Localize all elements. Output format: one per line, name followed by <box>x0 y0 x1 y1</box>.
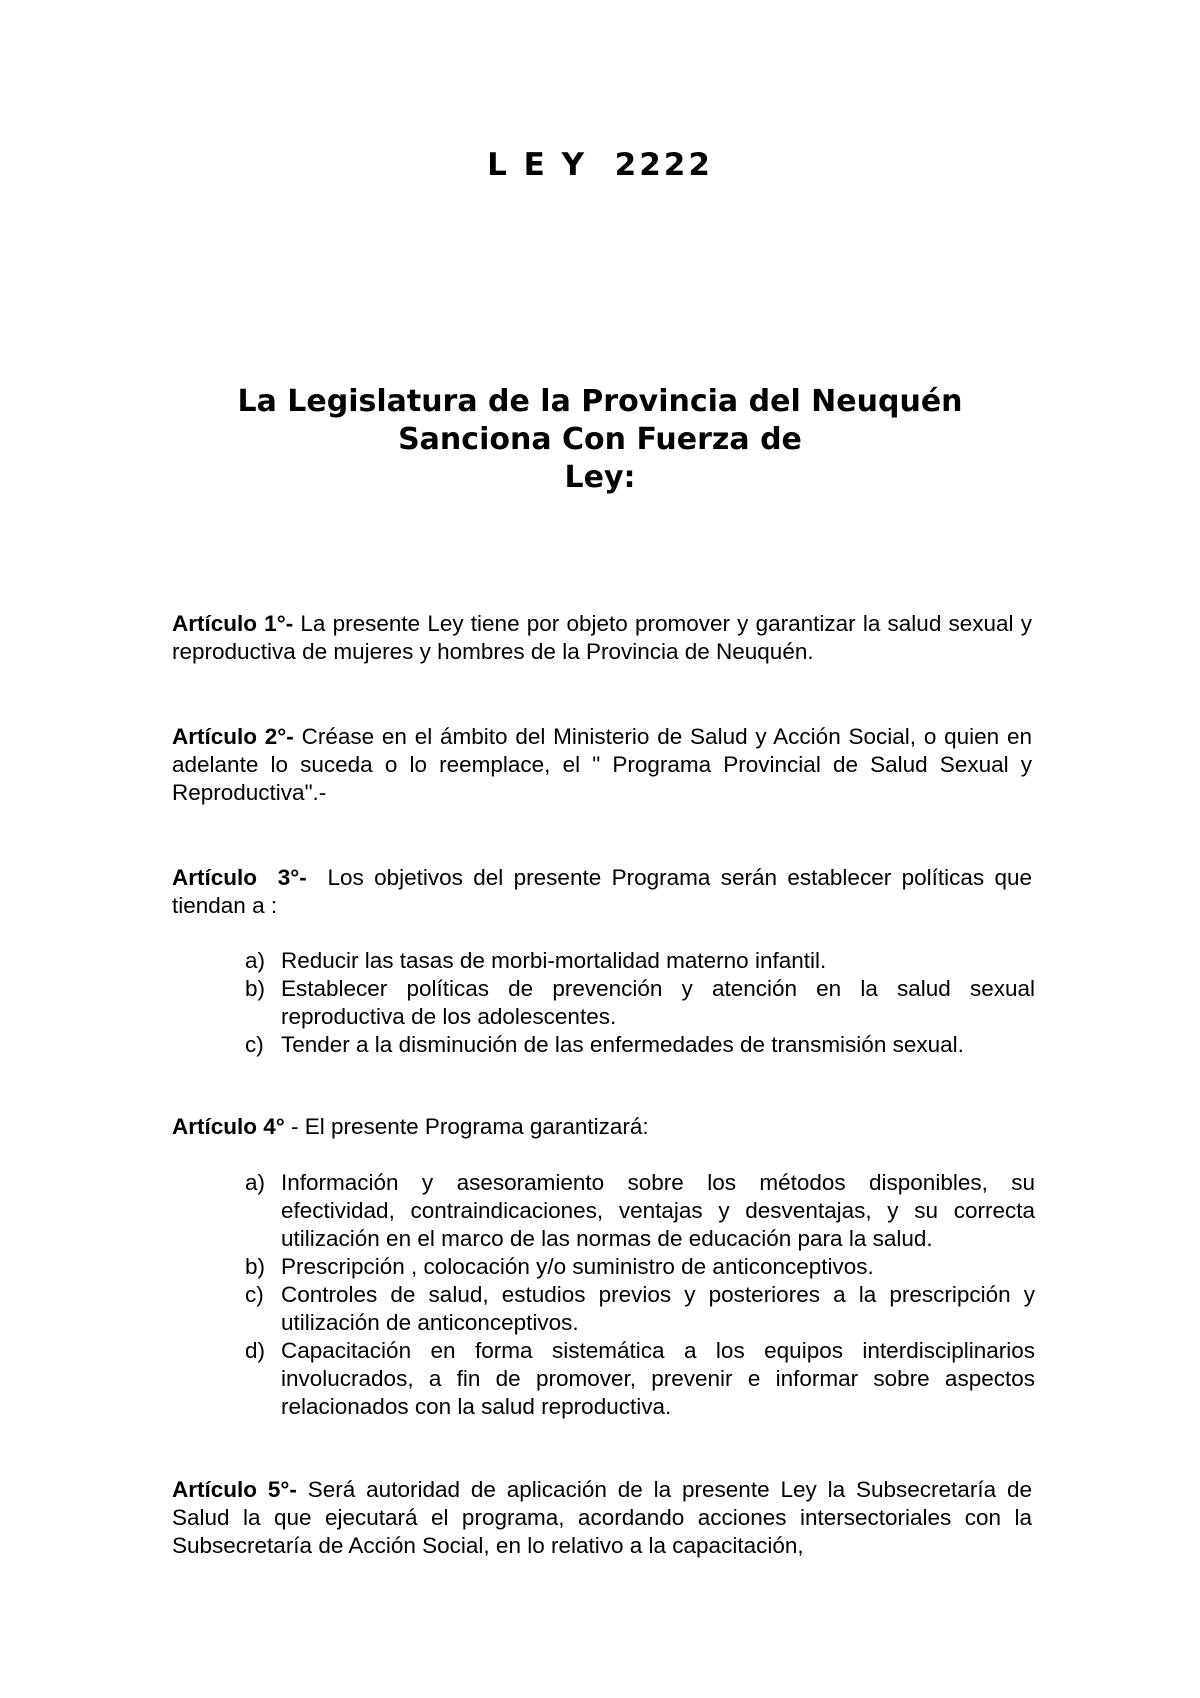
list-item-text: Capacitación en forma sistemática a los equipos interdisciplinarios involucrados, a fin de promover, prevenir e informar sobre aspectos relacionados con la salud reproductiva. <box>281 1338 1035 1419</box>
preamble-line-3: Ley: <box>564 460 636 495</box>
list-item-text: Establecer políticas de prevención y atención en la salud sexual reproductiva de los adolescentes. <box>281 976 1035 1029</box>
list-item-text: Información y asesoramiento sobre los métodos disponibles, su efectividad, contraindicaciones, ventajas y desventajas, y su correcta utilización en el marco de las normas de educación para la salud. <box>281 1170 1035 1251</box>
list-item <box>245 1253 1035 1281</box>
article-4 <box>172 1113 1032 1141</box>
article-3-text: Los objetivos del presente Programa serán establecer políticas que tiendan a : <box>172 865 1033 918</box>
preamble-line-2: Sanciona Con Fuerza de <box>398 422 802 457</box>
preamble <box>100 383 1100 497</box>
list-item-text: Tender a la disminución de las enfermedades de transmisión sexual. <box>281 1032 964 1057</box>
list-marker: c) <box>245 1032 264 1057</box>
law-title: L E Y 2222 <box>487 147 713 183</box>
list-item <box>245 1337 1035 1421</box>
list-marker: b) <box>245 976 266 1001</box>
list-item <box>245 1031 1035 1059</box>
list-marker: a) <box>245 1170 266 1195</box>
list-item <box>245 1169 1035 1253</box>
list-item-text: Controles de salud, estudios previos y posteriores a la prescripción y utilización de anticonceptivos. <box>281 1282 1035 1335</box>
article-3-label: Artículo 3°- <box>172 865 318 890</box>
list-marker: a) <box>245 948 266 973</box>
preamble-line-1: La Legislatura de la Provincia del Neuquén <box>237 384 963 419</box>
list-item <box>245 975 1035 1031</box>
article-4-list <box>245 1169 1035 1421</box>
article-5-label: Artículo 5°- <box>172 1477 308 1502</box>
article-1 <box>172 610 1032 666</box>
article-2-label: Artículo 2°- <box>172 724 302 749</box>
article-5-text: Será autoridad de aplicación de la presente Ley la Subsecretaría de Salud la que ejecutará el programa, acordando acciones intersectoriales con la Subsecretaría de Acción Social, en lo relativo a la capacitación, <box>172 1477 1032 1558</box>
list-item <box>245 1281 1035 1337</box>
article-1-text: La presente Ley tiene por objeto promover y garantizar la salud sexual y reproductiva de mujeres y hombres de la Provincia de Neuquén. <box>172 611 1032 664</box>
article-3-list <box>245 947 1035 1059</box>
article-3 <box>172 864 1032 920</box>
list-marker: c) <box>245 1282 264 1307</box>
article-5 <box>172 1476 1032 1560</box>
list-marker: d) <box>245 1338 266 1363</box>
list-item-text: Prescripción , colocación y/o suministro de anticonceptivos. <box>281 1254 874 1279</box>
list-item-text: Reducir las tasas de morbi-mortalidad materno infantil. <box>281 948 827 973</box>
article-1-label: Artículo 1°- <box>172 611 301 636</box>
article-4-text: - El presente Programa garantizará: <box>284 1114 649 1139</box>
article-4-label: Artículo 4° <box>172 1114 285 1139</box>
article-2 <box>172 723 1032 807</box>
article-2-text: Créase en el ámbito del Ministerio de Salud y Acción Social, o quien en adelante lo suceda o lo reemplace, el " Programa Provincial de Salud Sexual y Reproductiva".- <box>172 724 1032 805</box>
list-marker: b) <box>245 1254 266 1279</box>
list-item <box>245 947 1035 975</box>
